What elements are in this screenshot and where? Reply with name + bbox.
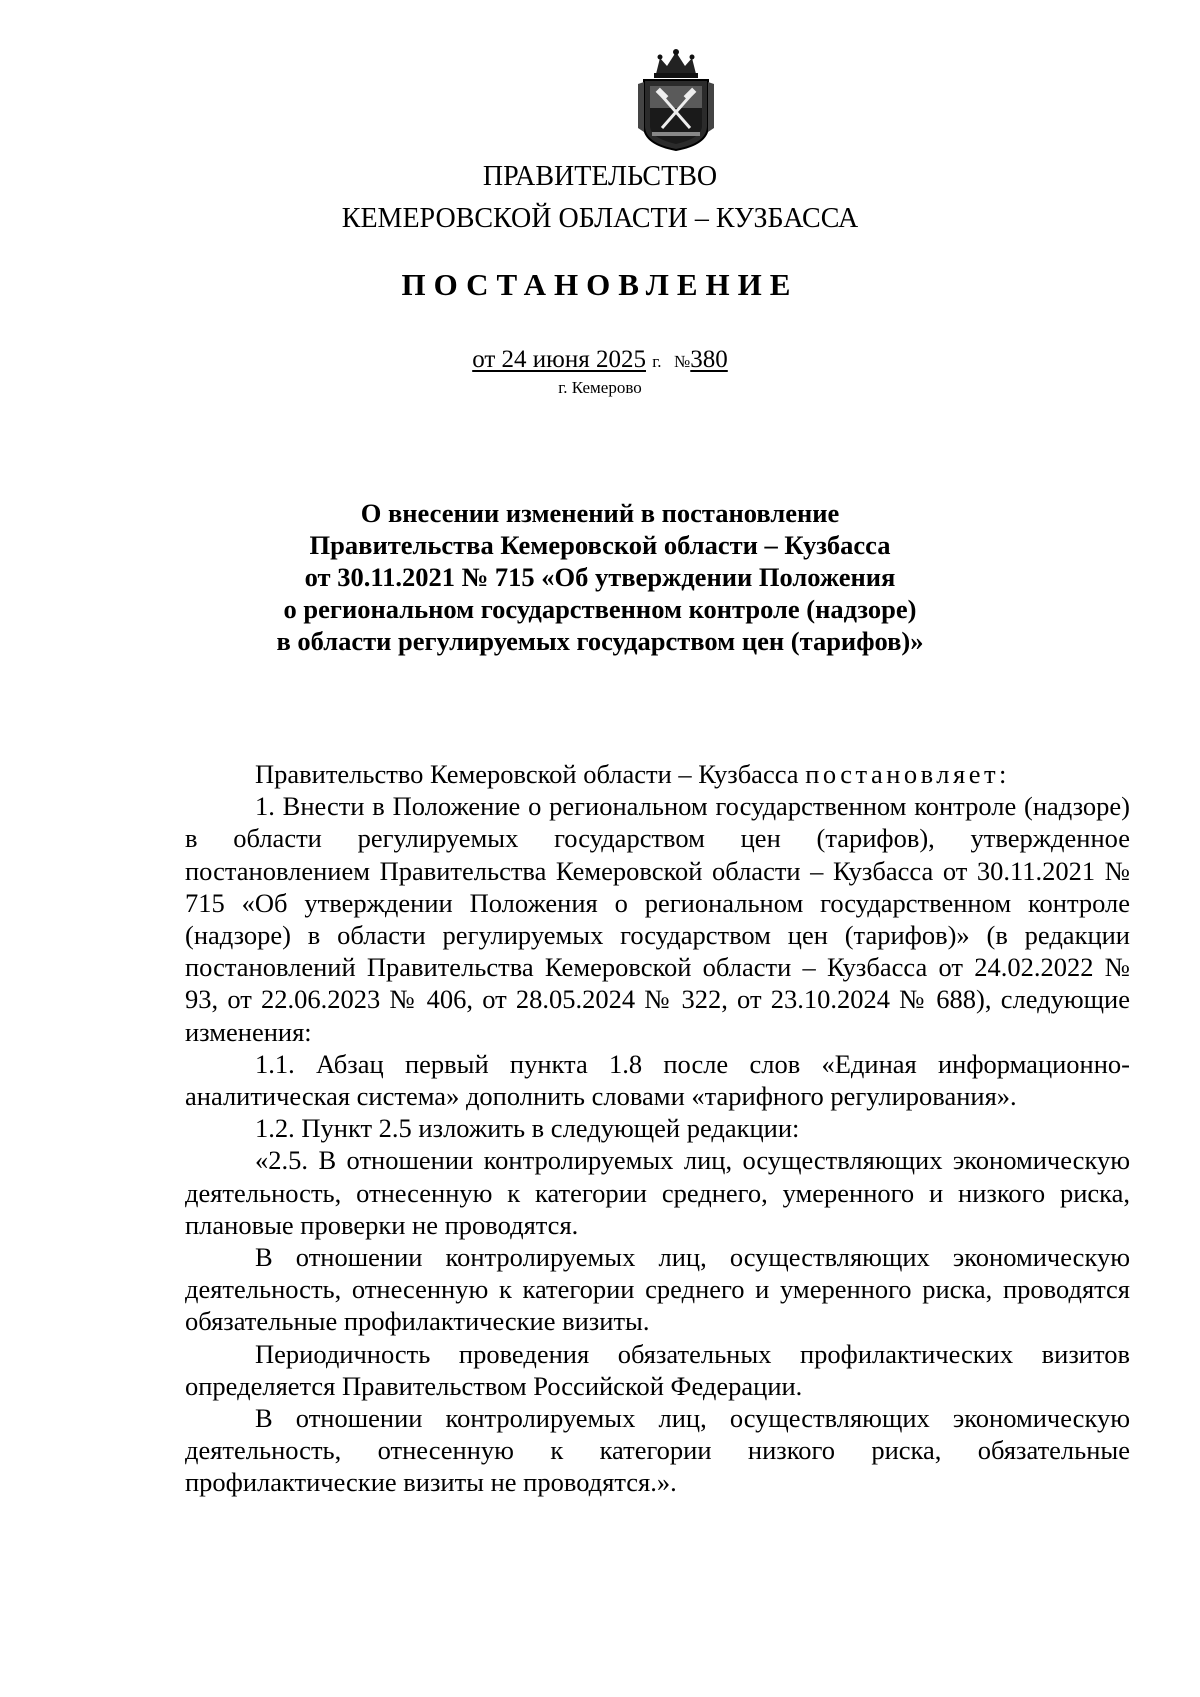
kuzbass-coat-of-arms-icon <box>634 48 718 152</box>
city: г. Кемерово <box>558 378 642 397</box>
document-date: от 24 июня 2025 <box>472 346 646 373</box>
document-date-number <box>0 346 1200 374</box>
title-line: О внесении изменений в постановление <box>360 498 840 528</box>
title-line: в области регулируемых государством цен (тарифов)» <box>276 626 924 656</box>
paragraph-1: 1. Внести в Положение о региональном государственном контроле (надзоре) в области регулируемых государством цен (тарифов), утвержденное постановлением Правительства Кемеровской области – Кузбасса от 30.11.2021 № 715 «Об утверждении Положения о региональном государственном контроле (надзоре) в области регулируемых государством цен (тарифов)» (в редакции постановлений Правительства Кемеровской области – Кузбасса от 24.02.2022 № 93, от 22.06.2023 № 406, от 28.05.2024 № 322, от 23.10.2024 № 688), следующие изменения: <box>185 791 1130 1047</box>
resolves-word: постановляет: <box>805 759 1010 789</box>
paragraph-1-2: 1.2. Пункт 2.5 изложить в следующей редакции: <box>255 1113 800 1144</box>
paragraph-2-5-a: В отношении контролируемых лиц, осуществляющих экономическую деятельность, отнесенную к категории среднего и умеренного риска, проводятся обязательные профилактические визиты. <box>185 1242 1130 1337</box>
paragraph-1-1: 1.1. Абзац первый пункта 1.8 после слов «Единая информационно-аналитическая система» дополнить словами «тарифного регулирования». <box>185 1048 1130 1112</box>
document-body <box>185 758 1130 1499</box>
title-line: Правительства Кемеровской области – Кузбасса <box>309 530 891 560</box>
intro-text: Правительство Кемеровской области – Кузбасса <box>255 759 799 789</box>
document-type: ПОСТАНОВЛЕНИЕ <box>401 267 799 302</box>
intro-paragraph <box>185 758 1130 790</box>
document-number: 380 <box>690 346 728 373</box>
government-name-line2: КЕМЕРОВСКОЙ ОБЛАСТИ – КУЗБАССА <box>341 203 859 234</box>
paragraph-2-5-c: В отношении контролируемых лиц, осуществляющих экономическую деятельность, отнесенную к категории низкого риска, обязательные профилактические визиты не проводятся.». <box>185 1403 1130 1498</box>
title-line: о региональном государственном контроле (надзоре) <box>283 594 917 624</box>
paragraph-2-5: «2.5. В отношении контролируемых лиц, осуществляющих экономическую деятельность, отнесенную к категории среднего, умеренного и низкого риска, плановые проверки не проводятся. <box>185 1145 1130 1240</box>
government-name-line1: ПРАВИТЕЛЬСТВО <box>482 161 718 192</box>
title-line: от 30.11.2021 № 715 «Об утверждении Положения <box>304 562 896 592</box>
year-suffix: г. <box>652 352 662 371</box>
document-title <box>0 497 1200 657</box>
paragraph-2-5-b: Периодичность проведения обязательных профилактических визитов определяется Правительством Российской Федерации. <box>185 1338 1130 1401</box>
number-sign: № <box>674 352 691 371</box>
